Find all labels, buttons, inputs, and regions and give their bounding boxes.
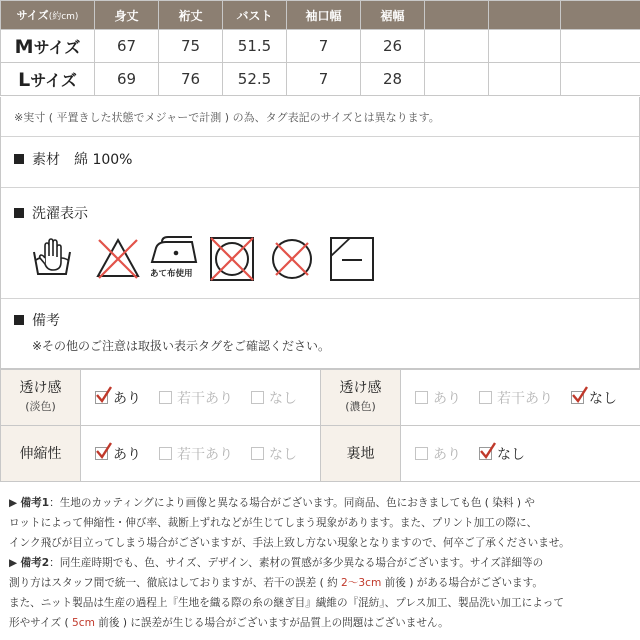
remarks-section <box>1 299 639 369</box>
note1-line: インク飛びが目立ってしまう場合がございますが、手法上致し方ない現象となりますので、何卒ご了承くださいませ。 <box>9 537 570 549</box>
attr-label-sheer-dark: 透け感 (濃色) <box>321 370 401 426</box>
attr-label-stretch: 伸縮性 <box>1 426 81 482</box>
triangle-bullet-icon: ▶ <box>9 497 18 509</box>
knit-error-highlight: 5cm <box>72 617 95 629</box>
checkbox-icon <box>415 391 428 404</box>
checkbox-icon <box>251 447 264 460</box>
triangle-bullet-icon: ▶ <box>9 557 18 569</box>
size-cell <box>489 63 561 96</box>
size-row-label: Mサイズ <box>1 30 95 63</box>
no-bleach-icon <box>94 234 142 282</box>
attributes-table <box>0 369 640 482</box>
iron-caption: あて布使用 <box>150 269 193 279</box>
note1-label: 備考1 <box>20 497 50 509</box>
size-cell: 76 <box>159 63 223 96</box>
note2-line: 形やサイズ ( 5cm 前後 ) に誤差が生じる場合がございますが品質上の問題はございません。 <box>9 617 449 629</box>
checkbox-icon <box>159 447 172 460</box>
size-cell: 52.5 <box>223 63 287 96</box>
iron-with-cloth-icon <box>148 234 204 282</box>
checkbox-icon <box>159 391 172 404</box>
hand-wash-icon <box>28 234 76 282</box>
checked-checkbox-icon <box>95 391 108 404</box>
checkbox-icon <box>415 447 428 460</box>
size-table <box>0 0 640 96</box>
choice-ari: あり <box>95 388 141 408</box>
material-section <box>1 137 639 188</box>
note2-line: 測り方はスタッフ間で統一、徹底はしておりますが、若干の誤差 ( 約 2〜3cm 前後 ) がある場合がございます。 <box>9 577 543 589</box>
col-header <box>489 1 561 30</box>
no-dry-clean-icon <box>268 234 316 282</box>
square-bullet-icon <box>14 154 24 164</box>
col-header: 身丈 <box>95 1 159 30</box>
size-cell: 51.5 <box>223 30 287 63</box>
checkbox-icon <box>479 391 492 404</box>
col-header: バスト <box>223 1 287 30</box>
size-cell: 28 <box>361 63 425 96</box>
attr-label-lining: 裏地 <box>321 426 401 482</box>
checked-checkbox-icon <box>95 447 108 460</box>
col-header <box>425 1 489 30</box>
note2-line: ▶ 備考2：同生産時期でも、色、サイズ、デザイン、素材の質感が多少異なる場合がございます。サイズ詳細等の <box>9 557 544 569</box>
attr-options-stretch <box>81 426 321 482</box>
col-header: 袖口幅 <box>287 1 361 30</box>
attr-row-sheer <box>1 370 640 426</box>
remarks-heading: 備考 <box>14 310 60 330</box>
care-heading: 洗濯表示 <box>14 203 88 223</box>
attr-label-sheer-light: 透け感 (淡色) <box>1 370 81 426</box>
no-tumble-dry-icon <box>208 234 256 282</box>
square-bullet-icon <box>14 208 24 218</box>
note2-label: 備考2 <box>20 557 50 569</box>
choice-ari: あり <box>95 444 141 464</box>
size-row-m <box>1 30 640 63</box>
choice-nashi: なし <box>571 388 617 408</box>
choice-ari: あり <box>415 444 461 464</box>
size-header-label: サイズ(約cm) <box>1 1 95 30</box>
remarks-text: ※その他のご注意は取扱い表示タグをご確認ください。 <box>32 339 331 353</box>
choice-jakkan-ari: 若干あり <box>159 388 233 408</box>
measure-note-section <box>1 97 639 137</box>
size-cell <box>425 30 489 63</box>
material-value: 綿 100% <box>74 152 133 168</box>
size-row-l <box>1 63 640 96</box>
size-cell: 69 <box>95 63 159 96</box>
note1-line: ▶ 備考1：生地のカッティングにより画像と異なる場合がございます。同商品、色におきましても色 ( 染料 ) や <box>9 497 535 509</box>
size-cell: 67 <box>95 30 159 63</box>
checkbox-icon <box>251 391 264 404</box>
measure-note: ※実寸 ( 平置きした状態でメジャーで計測 ) の為、タグ表記のサイズとは異なります。 <box>14 111 440 124</box>
note1-line: ロットによって伸縮性・伸び率、裁断上ずれなどが生じてしまう現象があります。また、プリント加工の際に、 <box>9 517 538 529</box>
size-cell: 7 <box>287 63 361 96</box>
col-header: 裄丈 <box>159 1 223 30</box>
col-header <box>561 1 640 30</box>
choice-jakkan-ari: 若干あり <box>479 388 553 408</box>
attr-options-sheer-dark <box>401 370 640 426</box>
size-cell <box>561 30 640 63</box>
choice-ari: あり <box>415 388 461 408</box>
attr-options-lining <box>401 426 640 482</box>
checked-checkbox-icon <box>479 447 492 460</box>
size-cell <box>489 30 561 63</box>
size-table-header <box>1 1 640 30</box>
size-cell <box>425 63 489 96</box>
size-row-label: Lサイズ <box>1 63 95 96</box>
attr-row-stretch <box>1 426 640 482</box>
error-range-highlight: 2〜3cm <box>341 577 382 589</box>
size-cell: 26 <box>361 30 425 63</box>
product-info-box <box>0 97 640 369</box>
col-header: 裾幅 <box>361 1 425 30</box>
attr-options-sheer-light <box>81 370 321 426</box>
dry-flat-shade-icon <box>328 234 376 282</box>
choice-nashi: なし <box>251 388 297 408</box>
material-heading: 素材 綿 100% <box>14 149 132 169</box>
checked-checkbox-icon <box>571 391 584 404</box>
footnotes <box>9 493 635 633</box>
square-bullet-icon <box>14 315 24 325</box>
size-cell <box>561 63 640 96</box>
choice-jakkan-ari: 若干あり <box>159 444 233 464</box>
choice-nashi: なし <box>251 444 297 464</box>
size-cell: 7 <box>287 30 361 63</box>
choice-nashi: なし <box>479 444 525 464</box>
note2-line: また、ニット製品は生産の過程上『生地を織る際の糸の継ぎ目』繊維の『混紡』、プレス加工、製品洗い加工によって <box>9 597 564 609</box>
size-cell: 75 <box>159 30 223 63</box>
